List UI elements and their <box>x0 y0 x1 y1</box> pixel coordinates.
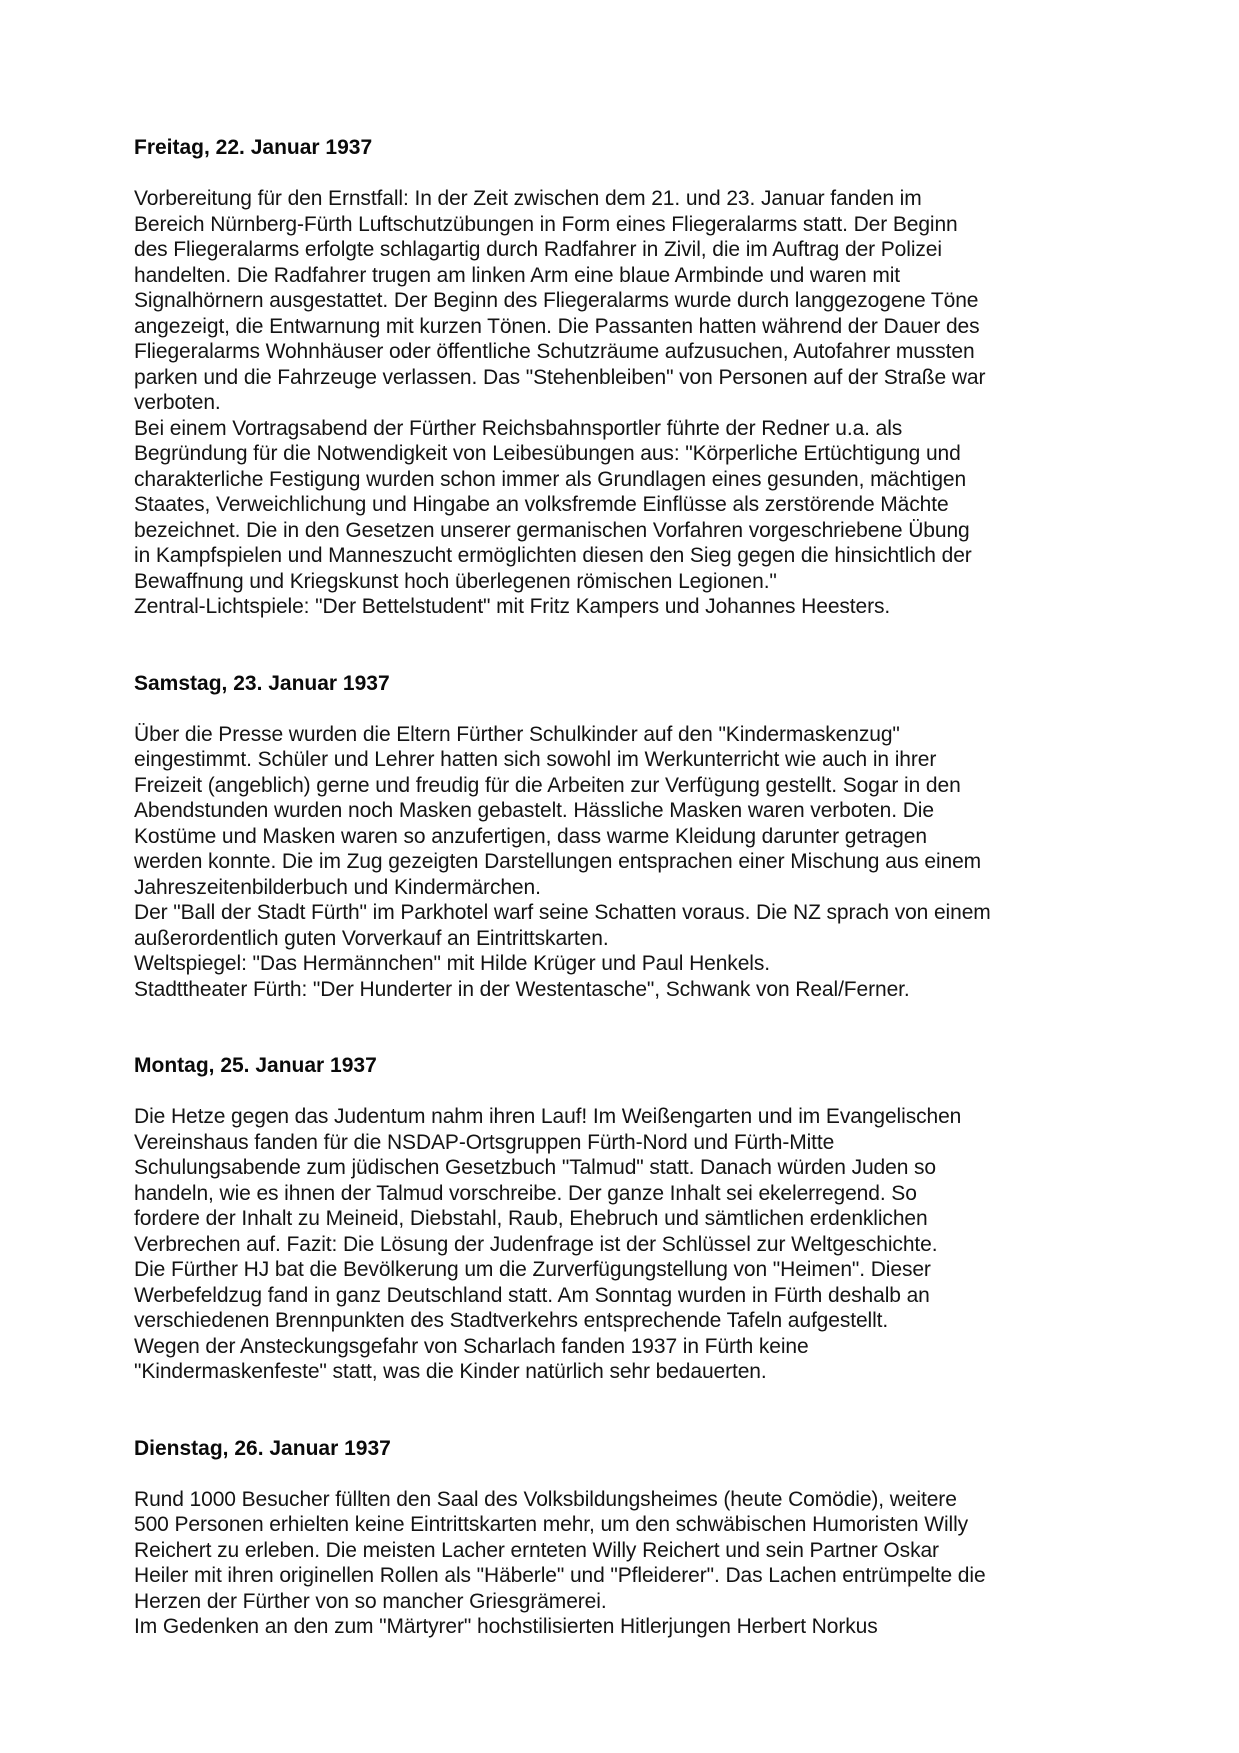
text-line: Vereinshaus fanden für die NSDAP-Ortsgruppen Fürth-Nord und Fürth-Mitte <box>134 1130 835 1154</box>
text-line: Im Gedenken an den zum "Märtyrer" hochstilisierten Hitlerjungen Herbert Norkus <box>134 1615 878 1638</box>
text-line: Heiler mit ihren originellen Rollen als "Häberle" und "Pfleiderer". Das Lachen entrümpelte die <box>134 1564 986 1587</box>
text-line: Begründung für die Notwendigkeit von Leibesübungen aus: "Körperliche Ertüchtigung und <box>134 442 961 465</box>
text-line: fordere der Inhalt zu Meineid, Diebstahl, Raub, Ehebruch und sämtlichen erdenklichen <box>134 1207 928 1230</box>
text-line: parken und die Fahrzeuge verlassen. Das "Stehenbleiben" von Personen auf der Straße war <box>134 365 986 389</box>
entry-text <box>134 722 1144 1003</box>
text-line: Verbrechen auf. Fazit: Die Lösung der Judenfrage ist der Schlüssel zur Weltgeschichte. <box>134 1232 938 1256</box>
text-line: Der "Ball der Stadt Fürth" im Parkhotel warf seine Schatten voraus. Die NZ sprach von einem <box>134 901 991 924</box>
text-line: Stadttheater Fürth: "Der Hunderter in der Westentasche", Schwank von Real/Ferner. <box>134 977 910 1001</box>
text-line: Die Fürther HJ bat die Bevölkerung um die Zurverfügungstellung von "Heimen". Dieser <box>134 1258 931 1281</box>
entry-date-heading: Montag, 25. Januar 1937 <box>134 1054 377 1077</box>
text-line: Rund 1000 Besucher füllten den Saal des Volksbildungsheimes (heute Comödie), weitere <box>134 1487 957 1511</box>
text-line: Abendstunden wurden noch Masken gebastelt. Hässliche Masken waren verboten. Die <box>134 799 934 822</box>
text-line: Bereich Nürnberg-Fürth Luftschutzübungen in Form eines Fliegeralarms statt. Der Beginn <box>134 212 958 236</box>
text-line: angezeigt, die Entwarnung mit kurzen Tönen. Die Passanten hatten während der Dauer des <box>134 314 980 338</box>
text-line: "Kindermaskenfeste" statt, was die Kinder natürlich sehr bedauerten. <box>134 1360 767 1383</box>
text-line: Fliegeralarms Wohnhäuser oder öffentliche Schutzräume aufzusuchen, Autofahrer mussten <box>134 340 975 363</box>
text-line: handelten. Die Radfahrer trugen am linken Arm eine blaue Armbinde und waren mit <box>134 263 901 287</box>
text-line: Staates, Verweichlichung und Hingabe an volksfremde Einflüsse als zerstörende Mächte <box>134 493 949 516</box>
diary-entry <box>134 671 1144 1003</box>
text-line: des Fliegeralarms erfolgte schlagartig durch Radfahrer in Zivil, die im Auftrag der Polizei <box>134 238 942 261</box>
text-line: eingestimmt. Schüler und Lehrer hatten sich sowohl im Werkunterricht wie auch in ihrer <box>134 748 937 771</box>
text-line: Reichert zu erleben. Die meisten Lacher ernteten Willy Reichert und sein Partner Oskar <box>134 1538 939 1562</box>
text-line: verschiedenen Brennpunkten des Stadtverkehrs entsprechende Tafeln aufgestellt. <box>134 1309 889 1332</box>
entry-date-heading: Freitag, 22. Januar 1937 <box>134 136 373 159</box>
text-line: 500 Personen erhielten keine Eintrittskarten mehr, um den schwäbischen Humoristen Willy <box>134 1513 969 1536</box>
entry-text <box>134 1104 1144 1385</box>
text-line: Die Hetze gegen das Judentum nahm ihren Lauf! Im Weißengarten und im Evangelischen <box>134 1105 962 1128</box>
entry-date-heading: Dienstag, 26. Januar 1937 <box>134 1436 391 1460</box>
text-line: werden konnte. Die im Zug gezeigten Darstellungen entsprachen einer Mischung aus einem <box>134 850 982 873</box>
text-line: Bewaffnung und Kriegskunst hoch überlegenen römischen Legionen." <box>134 569 777 593</box>
text-line: Herzen der Fürther von so mancher Griesgrämerei. <box>134 1589 607 1613</box>
text-line: in Kampfspielen und Manneszucht ermöglichten diesen den Sieg gegen die hinsichtlich der <box>134 544 972 567</box>
text-line: bezeichnet. Die in den Gesetzen unserer germanischen Vorfahren vorgeschriebene Übung <box>134 518 970 542</box>
text-line: verboten. <box>134 391 221 414</box>
text-line: Über die Presse wurden die Eltern Fürther Schulkinder auf den "Kindermaskenzug" <box>134 722 900 746</box>
text-line: Bei einem Vortragsabend der Fürther Reichsbahnsportler führte der Redner u.a. als <box>134 416 903 440</box>
text-line: charakterliche Festigung wurden schon immer als Grundlagen eines gesunden, mächtigen <box>134 467 967 491</box>
text-line: Signalhörnern ausgestattet. Der Beginn des Fliegeralarms wurde durch langgezogene Töne <box>134 289 979 312</box>
text-line: handeln, wie es ihnen der Talmud vorschreibe. Der ganze Inhalt sei ekelerregend. So <box>134 1181 917 1205</box>
text-line: Zentral-Lichtspiele: "Der Bettelstudent" mit Fritz Kampers und Johannes Heesters. <box>134 595 891 618</box>
text-line: Vorbereitung für den Ernstfall: In der Zeit zwischen dem 21. und 23. Januar fanden im <box>134 187 922 210</box>
diary-entry <box>134 1053 1144 1385</box>
text-line: Freizeit (angeblich) gerne und freudig für die Arbeiten zur Verfügung gestellt. Sogar in den <box>134 773 961 797</box>
text-line: Schulungsabende zum jüdischen Gesetzbuch "Talmud" statt. Danach würden Juden so <box>134 1156 936 1179</box>
diary-entry <box>134 135 1144 620</box>
entry-date-heading: Samstag, 23. Januar 1937 <box>134 671 390 695</box>
text-line: Kostüme und Masken waren so anzufertigen, dass warme Kleidung darunter getragen <box>134 824 927 848</box>
document-body <box>134 135 1144 1640</box>
diary-entry <box>134 1436 1144 1640</box>
text-line: Jahreszeitenbilderbuch und Kindermärchen. <box>134 875 541 899</box>
text-line: Werbefeldzug fand in ganz Deutschland statt. Am Sonntag wurden in Fürth deshalb an <box>134 1283 930 1307</box>
text-line: Weltspiegel: "Das Hermännchen" mit Hilde Krüger und Paul Henkels. <box>134 952 770 975</box>
entry-text <box>134 186 1144 620</box>
text-line: Wegen der Ansteckungsgefahr von Scharlach fanden 1937 in Fürth keine <box>134 1334 809 1358</box>
entry-text <box>134 1487 1144 1640</box>
text-line: außerordentlich guten Vorverkauf an Eintrittskarten. <box>134 926 609 950</box>
